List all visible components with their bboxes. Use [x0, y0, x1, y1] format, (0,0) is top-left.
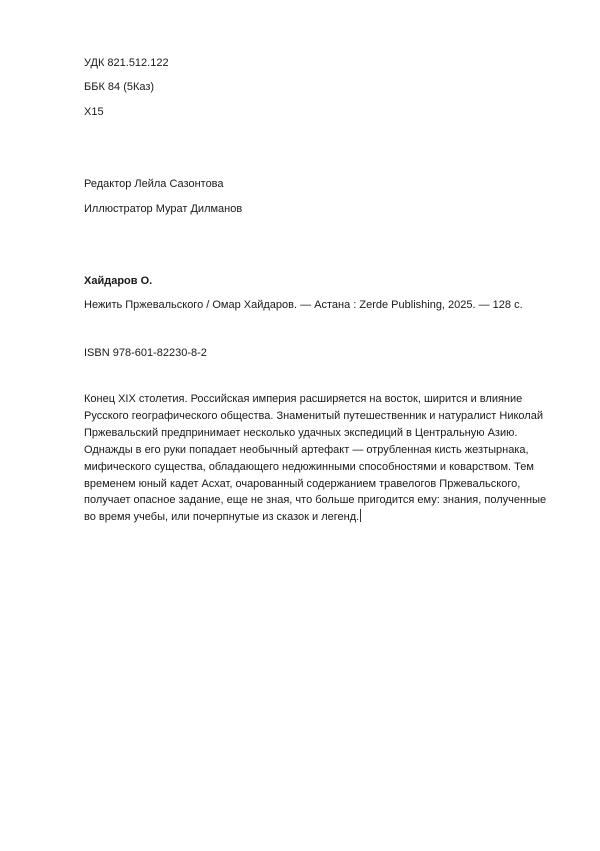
bbk-code: ББК 84 (5Каз)	[84, 81, 155, 93]
annotation-line: Русского географического общества. Знаменитый путешественник и натуралист Николай	[84, 409, 543, 422]
annotation-line: временем юный кадет Асхат, очарованный содержанием травелогов Пржевальского,	[84, 477, 521, 490]
annotation-line: получает опасное задание, еще не зная, что больше пригодится ему: знания, полученные	[84, 494, 547, 507]
author-mark: Х15	[84, 106, 104, 118]
annotation-line: Однажды в его руки попадает необычный артефакт — отрубленная кисть жезтырнака,	[84, 443, 529, 456]
isbn: ISBN 978-601-82230-8-2	[84, 347, 207, 359]
annotation-line: мифического существа, обладающего недюжинными способностями и коварством. Тем	[84, 460, 534, 473]
annotation-line: Конец XIX столетия. Российская империя расширяется на восток, ширится и влияние	[84, 393, 523, 405]
annotation-paragraph[interactable]	[84, 391, 564, 526]
annotation-line-text: во время учебы, или почерпнутые из сказок и легенд.	[84, 511, 360, 524]
illustrator-credit: Иллюстратор Мурат Дилманов	[84, 203, 243, 215]
annotation-last-line	[84, 509, 564, 526]
editor-credit: Редактор Лейла Сазонтова	[84, 178, 224, 190]
annotation-line: Пржевальский предпринимает несколько удачных экспедиций в Центральную Азию.	[84, 426, 518, 439]
bibliographic-record: Нежить Пржевальского / Омар Хайдаров. — Астана : Zerde Publishing, 2025. — 128 с.	[84, 299, 523, 311]
udk-code: УДК 821.512.122	[84, 57, 169, 69]
text-cursor	[360, 509, 361, 522]
author-heading: Хайдаров О.	[84, 275, 153, 287]
